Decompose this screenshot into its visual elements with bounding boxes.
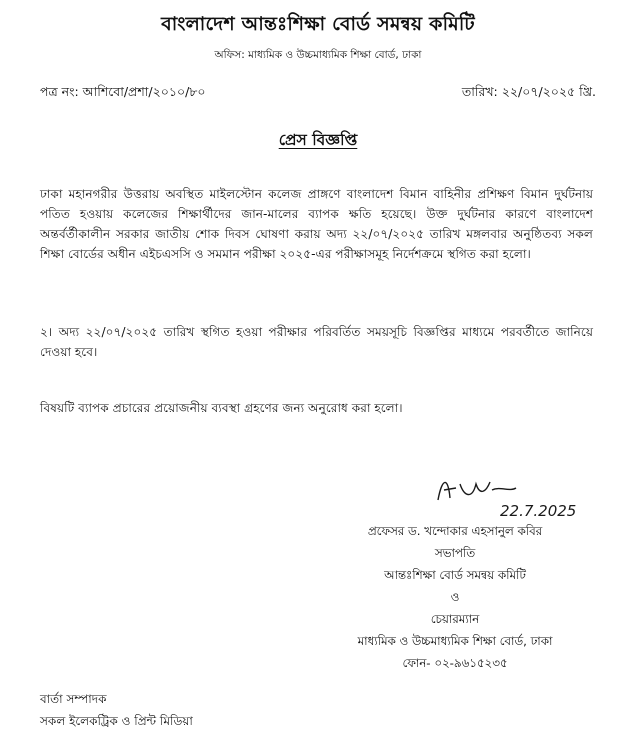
memo-number: পত্র নং: আশিবো/প্রশা/২০১০/৮০: [40, 84, 206, 99]
handwritten-signature: [430, 470, 590, 522]
signatory-phone: ফোন- ০২-৯৬১৫২৩৫: [402, 656, 508, 670]
office-address: অফিস: মাধ্যমিক ও উচ্চমাধ্যমিক শিক্ষা বোর্ড, ঢাকা: [214, 49, 422, 61]
recipients-block: [40, 688, 193, 732]
body-paragraph-2: ২। অদ্য ২২/০৭/২০২৫ তারিখ স্থগিত হওয়া পরীক্ষার পরিবর্তিত সময়সূচি বিজ্ঞপ্তির মাধ্যমে পরবর্তীতে জানিয়ে দেওয়া হবে।: [40, 325, 593, 359]
document-heading: [0, 128, 636, 154]
signatory-block: [340, 520, 570, 674]
signatory-committee: আন্তঃশিক্ষা বোর্ড সমন্বয় কমিটি: [384, 568, 526, 582]
recipient-line-1: বার্তা সম্পাদক: [40, 692, 107, 706]
signature-date: 22.7.2025: [500, 502, 577, 520]
signatory-role: চেয়ারম্যান: [430, 612, 480, 626]
heading-text: প্রেস বিজ্ঞপ্তি: [278, 131, 358, 149]
committee-title: বাংলাদেশ আন্তঃশিক্ষা বোর্ড সমন্বয় কমিটি: [161, 13, 475, 35]
signatory-name: প্রফেসর ড. খন্দোকার এহসানুল কবির: [367, 524, 543, 538]
signatory-title: সভাপতি: [434, 546, 476, 560]
body-paragraph-3: বিষয়টি ব্যাপক প্রচারের প্রয়োজনীয় ব্যবস্থা গ্রহণের জন্য অনুরোধ করা হলো।: [40, 401, 403, 415]
body-paragraph-1: ঢাকা মহানগরীর উত্তরায় অবস্থিত মাইলস্টোন কলেজ প্রাঙ্গণে বাংলাদেশ বিমান বাহিনীর প্রশিক্ষণ বিমান দুর্ঘটনায় পতিত হওয়ায় কলেজের শিক্ষার্থীদের জান-মালের ব্যাপক ক্ষতি হয়েছে। উক্ত দুর্ঘটনার কারণে বাংলাদেশ অন্তর্বর্তীকালীন সরকার জাতীয় শোক দিবস ঘোষণা করায় অদ্য ২২/০৭/২০২৫ তারিখ মঙ্গলবার অনুষ্ঠিতব্য সকল শিক্ষা বোর্ডের অধীন এইচএসসি ও সমমান পরীক্ষা ২০২৫-এর পরীক্ষাসমূহ নির্দেশক্রমে স্থগিত করা হলো।: [40, 187, 593, 261]
recipient-line-2: সকল ইলেকট্রিক ও প্রিন্ট মিডিয়া: [40, 714, 193, 728]
signatory-board: মাধ্যমিক ও উচ্চমাধ্যমিক শিক্ষা বোর্ড, ঢাকা: [357, 634, 553, 648]
signatory-conjunction: ও: [450, 590, 460, 604]
issue-date: তারিখ: ২২/০৭/২০২৫ খ্রি.: [461, 84, 596, 99]
